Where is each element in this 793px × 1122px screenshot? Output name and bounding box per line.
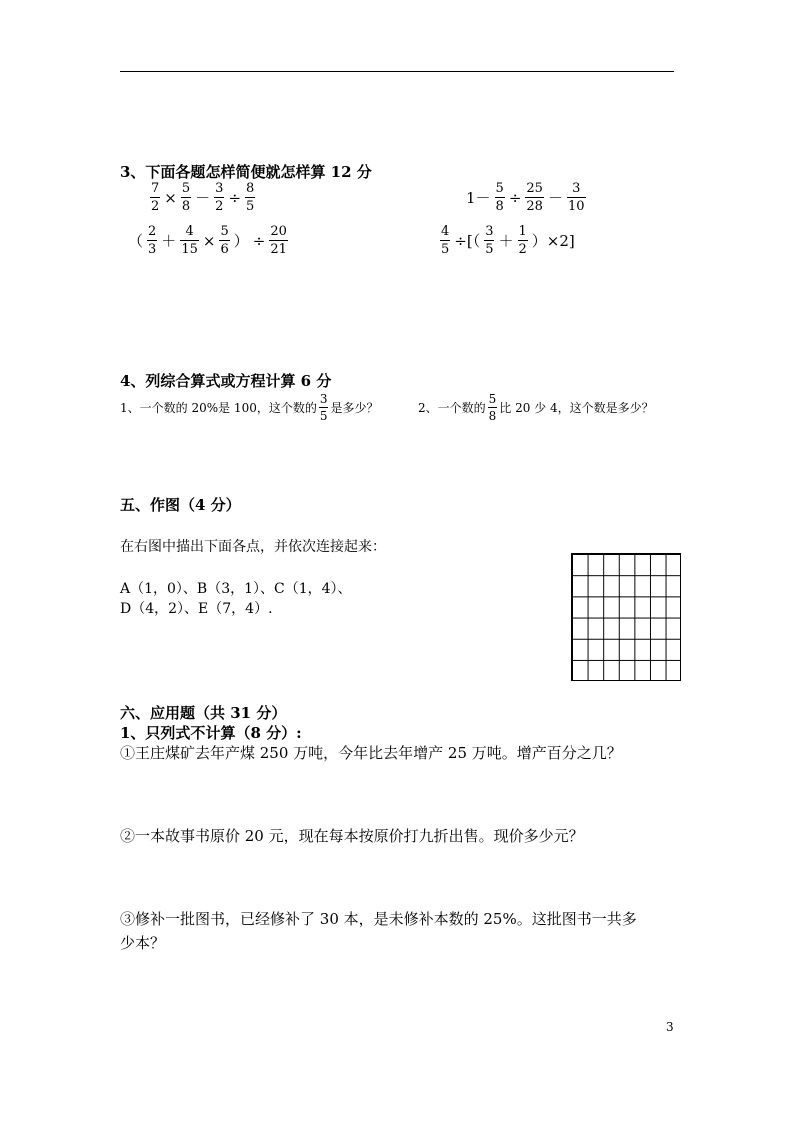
- section3-heading: 3、下面各题怎样简便就怎样算 12 分: [120, 163, 372, 181]
- section4-heading: 4、列综合算式或方程计算 6 分: [120, 372, 332, 390]
- section6-heading: 六、应用题（共 31 分）: [120, 704, 287, 722]
- application-question-1: ①王庄煤矿去年产煤 250 万吨，今年比去年增产 25 万吨。增产百分之几？: [120, 744, 622, 762]
- fraction: $\frac{4}{15}$: [181, 224, 198, 257]
- fraction: $\frac{5}{8}$: [181, 181, 191, 214]
- application-question-3-line-1: ③修补一批图书，已经修补了 30 本，是未修补本数的 25%。这批图书一共多: [120, 910, 637, 928]
- expression-2: 1－ $\frac{5}{8}$ ÷ $\frac{25}{28}$ － 3 10: [466, 181, 585, 214]
- fraction: 1 2: [518, 224, 527, 257]
- points-line-2: D（4，2）、E（7，4）.: [120, 601, 273, 617]
- fraction: 5 8: [488, 392, 497, 423]
- fraction: $\frac{25}{28}$: [526, 181, 543, 214]
- fraction: 3 5: [319, 392, 328, 423]
- fraction: $\frac{3}{2}$: [215, 181, 224, 214]
- fraction: $\frac{5}{8}$: [495, 181, 504, 214]
- expression-4: $\frac{4}{5}$ ÷[（ 3 5 ＋ 1 2 ）×2]: [441, 224, 575, 257]
- drawing-grid: [571, 553, 681, 681]
- fraction: 3 10: [567, 181, 585, 214]
- section6-sub1: 1、只列式不计算（8 分）:: [120, 724, 302, 742]
- section5-heading: 五、作图（4 分）: [120, 496, 241, 514]
- section4-question-2: 2、一个数的 5 8 比 20 少 4，这个数是多少？: [418, 392, 654, 423]
- fraction: 2 3: [148, 224, 157, 257]
- fraction: $\frac{20}{21}$: [270, 224, 287, 257]
- drawing-instruction: 在右图中描出下面各点，并依次连接起来：: [120, 539, 386, 555]
- page-number: 3: [666, 1020, 674, 1034]
- header-rule: [120, 71, 674, 72]
- fraction: 3 5: [485, 224, 494, 257]
- expression-3: （ 2 3 ＋ $\frac{4}{15}$ × $\frac{5}{6}$ ） ÷ $\frac{20}{21}$: [128, 224, 287, 257]
- section4-question-1: 1、一个数的 20%是 100，这个数的 3 5 是多少？: [120, 392, 379, 423]
- expression-1: $\frac{7}{2}$ × $\frac{5}{8}$ － $\frac{3}{2}$ ÷ $\frac{8}{5}$: [151, 181, 255, 214]
- application-question-2: ②一本故事书原价 20 元，现在每本按原价打九折出售。现价多少元？: [120, 827, 584, 845]
- fraction: $\frac{8}{5}$: [246, 181, 255, 214]
- fraction: $\frac{5}{6}$: [220, 224, 229, 257]
- points-line-1: A（1，0）、B（3，1）、C（1，4）、: [120, 581, 352, 597]
- application-question-3-line-2: 少本？: [120, 934, 166, 952]
- fraction: $\frac{7}{2}$: [151, 181, 160, 214]
- fraction: $\frac{4}{5}$: [441, 224, 450, 257]
